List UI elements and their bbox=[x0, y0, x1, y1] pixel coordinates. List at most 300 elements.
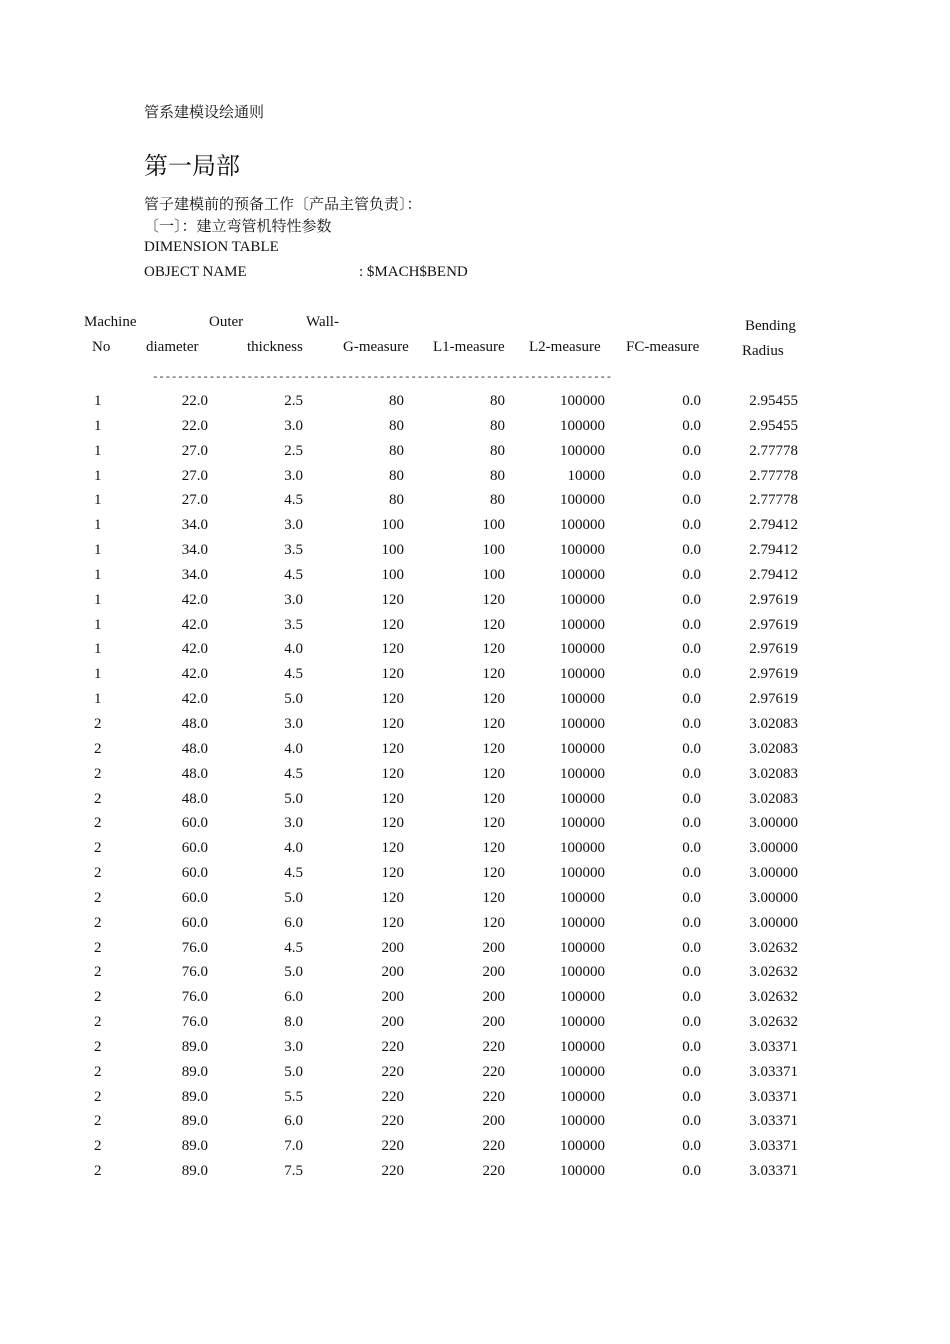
outer-diameter-cell: 48.0 bbox=[181, 715, 208, 732]
fc-measure-cell: 0.0 bbox=[682, 517, 701, 534]
g-measure-cell: 80 bbox=[389, 417, 404, 434]
wall-thickness-cell: 4.5 bbox=[284, 865, 303, 882]
l2-measure-cell: 100000 bbox=[560, 542, 605, 559]
table-row bbox=[0, 617, 950, 642]
outer-diameter-cell: 27.0 bbox=[181, 467, 208, 484]
bending-radius-cell: 2.77778 bbox=[749, 442, 798, 459]
machine-no-cell: 2 bbox=[94, 1038, 102, 1055]
g-measure-cell: 80 bbox=[389, 467, 404, 484]
g-measure-cell: 100 bbox=[381, 542, 404, 559]
outer-diameter-cell: 76.0 bbox=[181, 964, 208, 981]
wall-thickness-cell: 3.0 bbox=[284, 1038, 303, 1055]
g-measure-cell: 120 bbox=[381, 865, 404, 882]
header-separator: ------------------------------------------------------------------------- bbox=[152, 372, 612, 384]
wall-thickness-cell: 4.5 bbox=[284, 939, 303, 956]
l1-measure-cell: 120 bbox=[482, 691, 505, 708]
wall-thickness-cell: 5.0 bbox=[284, 790, 303, 807]
machine-no-cell: 2 bbox=[94, 790, 102, 807]
l1-measure-cell: 80 bbox=[490, 417, 505, 434]
wall-thickness-cell: 8.0 bbox=[284, 1014, 303, 1031]
wall-thickness-cell: 3.0 bbox=[284, 517, 303, 534]
l2-measure-cell: 100000 bbox=[560, 865, 605, 882]
l2-measure-cell: 100000 bbox=[560, 1088, 605, 1105]
l1-measure-cell: 100 bbox=[482, 517, 505, 534]
machine-no-cell: 2 bbox=[94, 989, 102, 1006]
machine-no-cell: 2 bbox=[94, 1014, 102, 1031]
fc-measure-cell: 0.0 bbox=[682, 1163, 701, 1180]
outer-diameter-cell: 48.0 bbox=[181, 765, 208, 782]
g-measure-cell: 120 bbox=[381, 914, 404, 931]
bending-radius-cell: 3.00000 bbox=[749, 865, 798, 882]
l2-measure-cell: 100000 bbox=[560, 666, 605, 683]
outer-diameter-cell: 22.0 bbox=[181, 393, 208, 409]
l2-measure-cell: 100000 bbox=[560, 566, 605, 583]
l2-measure-cell: 100000 bbox=[560, 1038, 605, 1055]
l2-measure-cell: 100000 bbox=[560, 1163, 605, 1180]
machine-no-cell: 2 bbox=[94, 1138, 102, 1155]
fc-measure-cell: 0.0 bbox=[682, 790, 701, 807]
l1-measure-cell: 200 bbox=[482, 1113, 505, 1130]
bending-radius-cell: 2.77778 bbox=[749, 467, 798, 484]
g-measure-cell: 120 bbox=[381, 790, 404, 807]
table-row bbox=[0, 716, 950, 741]
outer-diameter-cell: 42.0 bbox=[181, 691, 208, 708]
outer-diameter-cell: 22.0 bbox=[181, 417, 208, 434]
machine-no-cell: 1 bbox=[94, 666, 102, 683]
table-row bbox=[0, 666, 950, 691]
wall-thickness-cell: 7.0 bbox=[284, 1138, 303, 1155]
bending-radius-cell: 3.02083 bbox=[749, 765, 798, 782]
outer-diameter-cell: 48.0 bbox=[181, 790, 208, 807]
outer-diameter-cell: 60.0 bbox=[181, 889, 208, 906]
table-row bbox=[0, 418, 950, 443]
g-measure-cell: 80 bbox=[389, 442, 404, 459]
l2-measure-cell: 100000 bbox=[560, 442, 605, 459]
l2-measure-cell: 100000 bbox=[560, 914, 605, 931]
l2-measure-cell: 100000 bbox=[560, 517, 605, 534]
l1-measure-cell: 120 bbox=[482, 865, 505, 882]
g-measure-cell: 220 bbox=[381, 1138, 404, 1155]
wall-thickness-cell: 4.0 bbox=[284, 840, 303, 857]
l2-measure-cell: 100000 bbox=[560, 939, 605, 956]
fc-measure-cell: 0.0 bbox=[682, 840, 701, 857]
wall-thickness-cell: 7.5 bbox=[284, 1163, 303, 1180]
fc-measure-cell: 0.0 bbox=[682, 691, 701, 708]
outer-diameter-cell: 34.0 bbox=[181, 542, 208, 559]
g-measure-cell: 120 bbox=[381, 715, 404, 732]
l1-measure-cell: 200 bbox=[482, 964, 505, 981]
wall-thickness-cell: 5.0 bbox=[284, 964, 303, 981]
fc-measure-cell: 0.0 bbox=[682, 467, 701, 484]
fc-measure-cell: 0.0 bbox=[682, 989, 701, 1006]
fc-measure-cell: 0.0 bbox=[682, 1138, 701, 1155]
l1-measure-cell: 80 bbox=[490, 442, 505, 459]
header-bending-top: Bending bbox=[745, 318, 796, 334]
machine-no-cell: 2 bbox=[94, 1088, 102, 1105]
object-name-value: : $MACH$BEND bbox=[359, 264, 468, 280]
table-row bbox=[0, 1089, 950, 1114]
g-measure-cell: 120 bbox=[381, 641, 404, 658]
table-row bbox=[0, 1163, 950, 1188]
fc-measure-cell: 0.0 bbox=[682, 393, 701, 409]
l2-measure-cell: 100000 bbox=[560, 989, 605, 1006]
machine-no-cell: 2 bbox=[94, 1113, 102, 1130]
wall-thickness-cell: 4.0 bbox=[284, 641, 303, 658]
g-measure-cell: 80 bbox=[389, 492, 404, 509]
header-wall-bottom: thickness bbox=[247, 339, 303, 355]
bending-radius-cell: 2.97619 bbox=[749, 691, 798, 708]
table-row bbox=[0, 492, 950, 517]
outer-diameter-cell: 42.0 bbox=[181, 616, 208, 633]
bending-radius-cell: 3.02083 bbox=[749, 740, 798, 757]
l2-measure-cell: 100000 bbox=[560, 417, 605, 434]
header-machine-top: Machine bbox=[84, 314, 137, 330]
l2-measure-cell: 100000 bbox=[560, 616, 605, 633]
table-row bbox=[0, 443, 950, 468]
g-measure-cell: 120 bbox=[381, 591, 404, 608]
l2-measure-cell: 100000 bbox=[560, 591, 605, 608]
machine-no-cell: 2 bbox=[94, 1063, 102, 1080]
bending-radius-cell: 3.03371 bbox=[749, 1163, 798, 1180]
fc-measure-cell: 0.0 bbox=[682, 1014, 701, 1031]
fc-measure-cell: 0.0 bbox=[682, 765, 701, 782]
machine-no-cell: 1 bbox=[94, 616, 102, 633]
bending-radius-cell: 3.03371 bbox=[749, 1138, 798, 1155]
l1-measure-cell: 220 bbox=[482, 1088, 505, 1105]
l2-measure-cell: 100000 bbox=[560, 492, 605, 509]
machine-no-cell: 1 bbox=[94, 442, 102, 459]
wall-thickness-cell: 3.5 bbox=[284, 542, 303, 559]
fc-measure-cell: 0.0 bbox=[682, 939, 701, 956]
wall-thickness-cell: 6.0 bbox=[284, 1113, 303, 1130]
wall-thickness-cell: 4.0 bbox=[284, 740, 303, 757]
fc-measure-cell: 0.0 bbox=[682, 641, 701, 658]
part-heading: 第一局部 bbox=[144, 154, 240, 180]
machine-no-cell: 2 bbox=[94, 765, 102, 782]
bending-radius-cell: 2.79412 bbox=[749, 542, 798, 559]
l1-measure-cell: 120 bbox=[482, 889, 505, 906]
fc-measure-cell: 0.0 bbox=[682, 442, 701, 459]
l2-measure-cell: 100000 bbox=[560, 815, 605, 832]
fc-measure-cell: 0.0 bbox=[682, 1038, 701, 1055]
bending-radius-cell: 3.02632 bbox=[749, 939, 798, 956]
table-row bbox=[0, 890, 950, 915]
l1-measure-cell: 220 bbox=[482, 1063, 505, 1080]
g-measure-cell: 220 bbox=[381, 1113, 404, 1130]
header-g-measure: G-measure bbox=[343, 339, 409, 355]
table-row bbox=[0, 468, 950, 493]
l2-measure-cell: 100000 bbox=[560, 691, 605, 708]
machine-no-cell: 1 bbox=[94, 591, 102, 608]
wall-thickness-cell: 6.0 bbox=[284, 989, 303, 1006]
l1-measure-cell: 120 bbox=[482, 715, 505, 732]
machine-no-cell: 2 bbox=[94, 865, 102, 882]
machine-no-cell: 2 bbox=[94, 840, 102, 857]
fc-measure-cell: 0.0 bbox=[682, 591, 701, 608]
machine-no-cell: 1 bbox=[94, 641, 102, 658]
l1-measure-cell: 220 bbox=[482, 1163, 505, 1180]
fc-measure-cell: 0.0 bbox=[682, 566, 701, 583]
outer-diameter-cell: 89.0 bbox=[181, 1113, 208, 1130]
object-name-line bbox=[144, 264, 468, 281]
l2-measure-cell: 100000 bbox=[560, 1138, 605, 1155]
fc-measure-cell: 0.0 bbox=[682, 542, 701, 559]
header-outer-top: Outer bbox=[209, 314, 244, 330]
l2-measure-cell: 100000 bbox=[560, 889, 605, 906]
bending-radius-cell: 3.03371 bbox=[749, 1038, 798, 1055]
outer-diameter-cell: 89.0 bbox=[181, 1163, 208, 1180]
document-title: 管系建模设绘通则 bbox=[144, 105, 265, 121]
l2-measure-cell: 100000 bbox=[560, 840, 605, 857]
table-row bbox=[0, 641, 950, 666]
bending-radius-cell: 3.02083 bbox=[749, 790, 798, 807]
fc-measure-cell: 0.0 bbox=[682, 889, 701, 906]
machine-no-cell: 2 bbox=[94, 740, 102, 757]
wall-thickness-cell: 3.0 bbox=[284, 715, 303, 732]
bending-radius-cell: 2.95455 bbox=[749, 417, 798, 434]
table-row bbox=[0, 1138, 950, 1163]
l1-measure-cell: 100 bbox=[482, 566, 505, 583]
l1-measure-cell: 120 bbox=[482, 666, 505, 683]
l1-measure-cell: 120 bbox=[482, 914, 505, 931]
machine-no-cell: 1 bbox=[94, 467, 102, 484]
outer-diameter-cell: 42.0 bbox=[181, 666, 208, 683]
l1-measure-cell: 200 bbox=[482, 939, 505, 956]
g-measure-cell: 120 bbox=[381, 666, 404, 683]
outer-diameter-cell: 76.0 bbox=[181, 1014, 208, 1031]
fc-measure-cell: 0.0 bbox=[682, 914, 701, 931]
outer-diameter-cell: 27.0 bbox=[181, 492, 208, 509]
outer-diameter-cell: 76.0 bbox=[181, 989, 208, 1006]
intro-line: 管子建模前的预备工作〔产品主管负责〕： bbox=[144, 197, 422, 213]
table-row bbox=[0, 1014, 950, 1039]
machine-no-cell: 1 bbox=[94, 492, 102, 509]
bending-radius-cell: 3.00000 bbox=[749, 815, 798, 832]
fc-measure-cell: 0.0 bbox=[682, 815, 701, 832]
machine-no-cell: 1 bbox=[94, 393, 102, 409]
table-row bbox=[0, 567, 950, 592]
l2-measure-cell: 100000 bbox=[560, 765, 605, 782]
table-row bbox=[0, 1113, 950, 1138]
section-line: 〔一〕：建立弯管机特性参数 bbox=[144, 219, 332, 235]
wall-thickness-cell: 5.0 bbox=[284, 1063, 303, 1080]
table-row bbox=[0, 766, 950, 791]
wall-thickness-cell: 3.5 bbox=[284, 616, 303, 633]
bending-radius-cell: 3.02632 bbox=[749, 1014, 798, 1031]
fc-measure-cell: 0.0 bbox=[682, 417, 701, 434]
l1-measure-cell: 120 bbox=[482, 591, 505, 608]
table-row bbox=[0, 940, 950, 965]
l2-measure-cell: 100000 bbox=[560, 964, 605, 981]
machine-no-cell: 2 bbox=[94, 815, 102, 832]
g-measure-cell: 200 bbox=[381, 1014, 404, 1031]
l2-measure-cell: 100000 bbox=[560, 715, 605, 732]
wall-thickness-cell: 3.0 bbox=[284, 591, 303, 608]
g-measure-cell: 200 bbox=[381, 964, 404, 981]
bending-radius-cell: 3.03371 bbox=[749, 1113, 798, 1130]
outer-diameter-cell: 89.0 bbox=[181, 1138, 208, 1155]
outer-diameter-cell: 42.0 bbox=[181, 591, 208, 608]
bending-radius-cell: 3.03371 bbox=[749, 1088, 798, 1105]
table-row bbox=[0, 865, 950, 890]
wall-thickness-cell: 3.0 bbox=[284, 467, 303, 484]
machine-no-cell: 2 bbox=[94, 715, 102, 732]
g-measure-cell: 220 bbox=[381, 1163, 404, 1180]
bending-radius-cell: 2.97619 bbox=[749, 641, 798, 658]
l1-measure-cell: 220 bbox=[482, 1138, 505, 1155]
table-row bbox=[0, 542, 950, 567]
bending-radius-cell: 2.77778 bbox=[749, 492, 798, 509]
table-row bbox=[0, 592, 950, 617]
bending-radius-cell: 2.95455 bbox=[749, 393, 798, 409]
outer-diameter-cell: 60.0 bbox=[181, 815, 208, 832]
outer-diameter-cell: 60.0 bbox=[181, 865, 208, 882]
wall-thickness-cell: 4.5 bbox=[284, 566, 303, 583]
fc-measure-cell: 0.0 bbox=[682, 1088, 701, 1105]
g-measure-cell: 120 bbox=[381, 691, 404, 708]
table-row bbox=[0, 840, 950, 865]
bending-radius-cell: 3.00000 bbox=[749, 889, 798, 906]
l1-measure-cell: 120 bbox=[482, 641, 505, 658]
header-machine-bottom: No bbox=[92, 339, 111, 355]
outer-diameter-cell: 60.0 bbox=[181, 840, 208, 857]
bending-radius-cell: 3.00000 bbox=[749, 840, 798, 857]
table-row bbox=[0, 964, 950, 989]
g-measure-cell: 120 bbox=[381, 889, 404, 906]
bending-radius-cell: 2.97619 bbox=[749, 616, 798, 633]
outer-diameter-cell: 60.0 bbox=[181, 914, 208, 931]
outer-diameter-cell: 89.0 bbox=[181, 1088, 208, 1105]
machine-no-cell: 1 bbox=[94, 566, 102, 583]
header-fc-measure: FC-measure bbox=[626, 339, 700, 355]
outer-diameter-cell: 34.0 bbox=[181, 517, 208, 534]
l2-measure-cell: 10000 bbox=[567, 467, 605, 484]
l2-measure-cell: 100000 bbox=[560, 1014, 605, 1031]
table-row bbox=[0, 1039, 950, 1064]
l2-measure-cell: 100000 bbox=[560, 790, 605, 807]
table-row bbox=[0, 989, 950, 1014]
wall-thickness-cell: 3.0 bbox=[284, 417, 303, 434]
machine-no-cell: 1 bbox=[94, 691, 102, 708]
wall-thickness-cell: 4.5 bbox=[284, 492, 303, 509]
bending-radius-cell: 2.79412 bbox=[749, 566, 798, 583]
fc-measure-cell: 0.0 bbox=[682, 865, 701, 882]
outer-diameter-cell: 42.0 bbox=[181, 641, 208, 658]
bending-radius-cell: 2.97619 bbox=[749, 591, 798, 608]
wall-thickness-cell: 4.5 bbox=[284, 765, 303, 782]
l1-measure-cell: 100 bbox=[482, 542, 505, 559]
outer-diameter-cell: 89.0 bbox=[181, 1063, 208, 1080]
dimension-table-label: DIMENSION TABLE bbox=[144, 239, 279, 255]
wall-thickness-cell: 6.0 bbox=[284, 914, 303, 931]
bending-radius-cell: 3.02083 bbox=[749, 715, 798, 732]
header-outer-bottom: diameter bbox=[146, 339, 199, 355]
wall-thickness-cell: 2.5 bbox=[284, 393, 303, 409]
bending-radius-cell: 3.03371 bbox=[749, 1063, 798, 1080]
table-row bbox=[0, 791, 950, 816]
table-row bbox=[0, 393, 950, 418]
l1-measure-cell: 120 bbox=[482, 815, 505, 832]
outer-diameter-cell: 76.0 bbox=[181, 939, 208, 956]
outer-diameter-cell: 89.0 bbox=[181, 1038, 208, 1055]
l1-measure-cell: 220 bbox=[482, 1038, 505, 1055]
l2-measure-cell: 100000 bbox=[560, 641, 605, 658]
g-measure-cell: 120 bbox=[381, 616, 404, 633]
outer-diameter-cell: 48.0 bbox=[181, 740, 208, 757]
g-measure-cell: 120 bbox=[381, 740, 404, 757]
machine-no-cell: 2 bbox=[94, 914, 102, 931]
l1-measure-cell: 120 bbox=[482, 616, 505, 633]
machine-no-cell: 2 bbox=[94, 889, 102, 906]
bending-radius-cell: 3.00000 bbox=[749, 914, 798, 931]
wall-thickness-cell: 5.5 bbox=[284, 1088, 303, 1105]
wall-thickness-cell: 4.5 bbox=[284, 666, 303, 683]
l2-measure-cell: 100000 bbox=[560, 393, 605, 409]
bending-radius-cell: 3.02632 bbox=[749, 989, 798, 1006]
g-measure-cell: 120 bbox=[381, 765, 404, 782]
fc-measure-cell: 0.0 bbox=[682, 964, 701, 981]
wall-thickness-cell: 5.0 bbox=[284, 691, 303, 708]
g-measure-cell: 120 bbox=[381, 840, 404, 857]
l2-measure-cell: 100000 bbox=[560, 740, 605, 757]
g-measure-cell: 80 bbox=[389, 393, 404, 409]
g-measure-cell: 220 bbox=[381, 1038, 404, 1055]
g-measure-cell: 220 bbox=[381, 1088, 404, 1105]
bending-radius-cell: 2.79412 bbox=[749, 517, 798, 534]
header-wall-top: Wall- bbox=[306, 314, 339, 330]
g-measure-cell: 100 bbox=[381, 517, 404, 534]
header-l1-measure: L1-measure bbox=[433, 339, 505, 355]
g-measure-cell: 100 bbox=[381, 566, 404, 583]
header-l2-measure: L2-measure bbox=[529, 339, 601, 355]
fc-measure-cell: 0.0 bbox=[682, 492, 701, 509]
g-measure-cell: 120 bbox=[381, 815, 404, 832]
fc-measure-cell: 0.0 bbox=[682, 740, 701, 757]
outer-diameter-cell: 27.0 bbox=[181, 442, 208, 459]
table-row bbox=[0, 691, 950, 716]
outer-diameter-cell: 34.0 bbox=[181, 566, 208, 583]
fc-measure-cell: 0.0 bbox=[682, 1113, 701, 1130]
machine-no-cell: 2 bbox=[94, 1163, 102, 1180]
machine-no-cell: 2 bbox=[94, 939, 102, 956]
g-measure-cell: 200 bbox=[381, 939, 404, 956]
fc-measure-cell: 0.0 bbox=[682, 1063, 701, 1080]
header-bending-bottom: Radius bbox=[742, 343, 784, 359]
l1-measure-cell: 120 bbox=[482, 840, 505, 857]
object-name-label: OBJECT NAME bbox=[144, 264, 247, 280]
machine-no-cell: 1 bbox=[94, 417, 102, 434]
table-row bbox=[0, 517, 950, 542]
wall-thickness-cell: 2.5 bbox=[284, 442, 303, 459]
bending-radius-cell: 3.02632 bbox=[749, 964, 798, 981]
l1-measure-cell: 80 bbox=[490, 492, 505, 509]
l1-measure-cell: 200 bbox=[482, 989, 505, 1006]
dimension-table-body bbox=[0, 393, 950, 1188]
l1-measure-cell: 120 bbox=[482, 790, 505, 807]
l2-measure-cell: 100000 bbox=[560, 1113, 605, 1130]
table-row bbox=[0, 1064, 950, 1089]
l1-measure-cell: 120 bbox=[482, 765, 505, 782]
l1-measure-cell: 80 bbox=[490, 393, 505, 409]
g-measure-cell: 220 bbox=[381, 1063, 404, 1080]
table-row bbox=[0, 741, 950, 766]
l1-measure-cell: 120 bbox=[482, 740, 505, 757]
table-row bbox=[0, 815, 950, 840]
fc-measure-cell: 0.0 bbox=[682, 666, 701, 683]
fc-measure-cell: 0.0 bbox=[682, 715, 701, 732]
l1-measure-cell: 80 bbox=[490, 467, 505, 484]
wall-thickness-cell: 3.0 bbox=[284, 815, 303, 832]
